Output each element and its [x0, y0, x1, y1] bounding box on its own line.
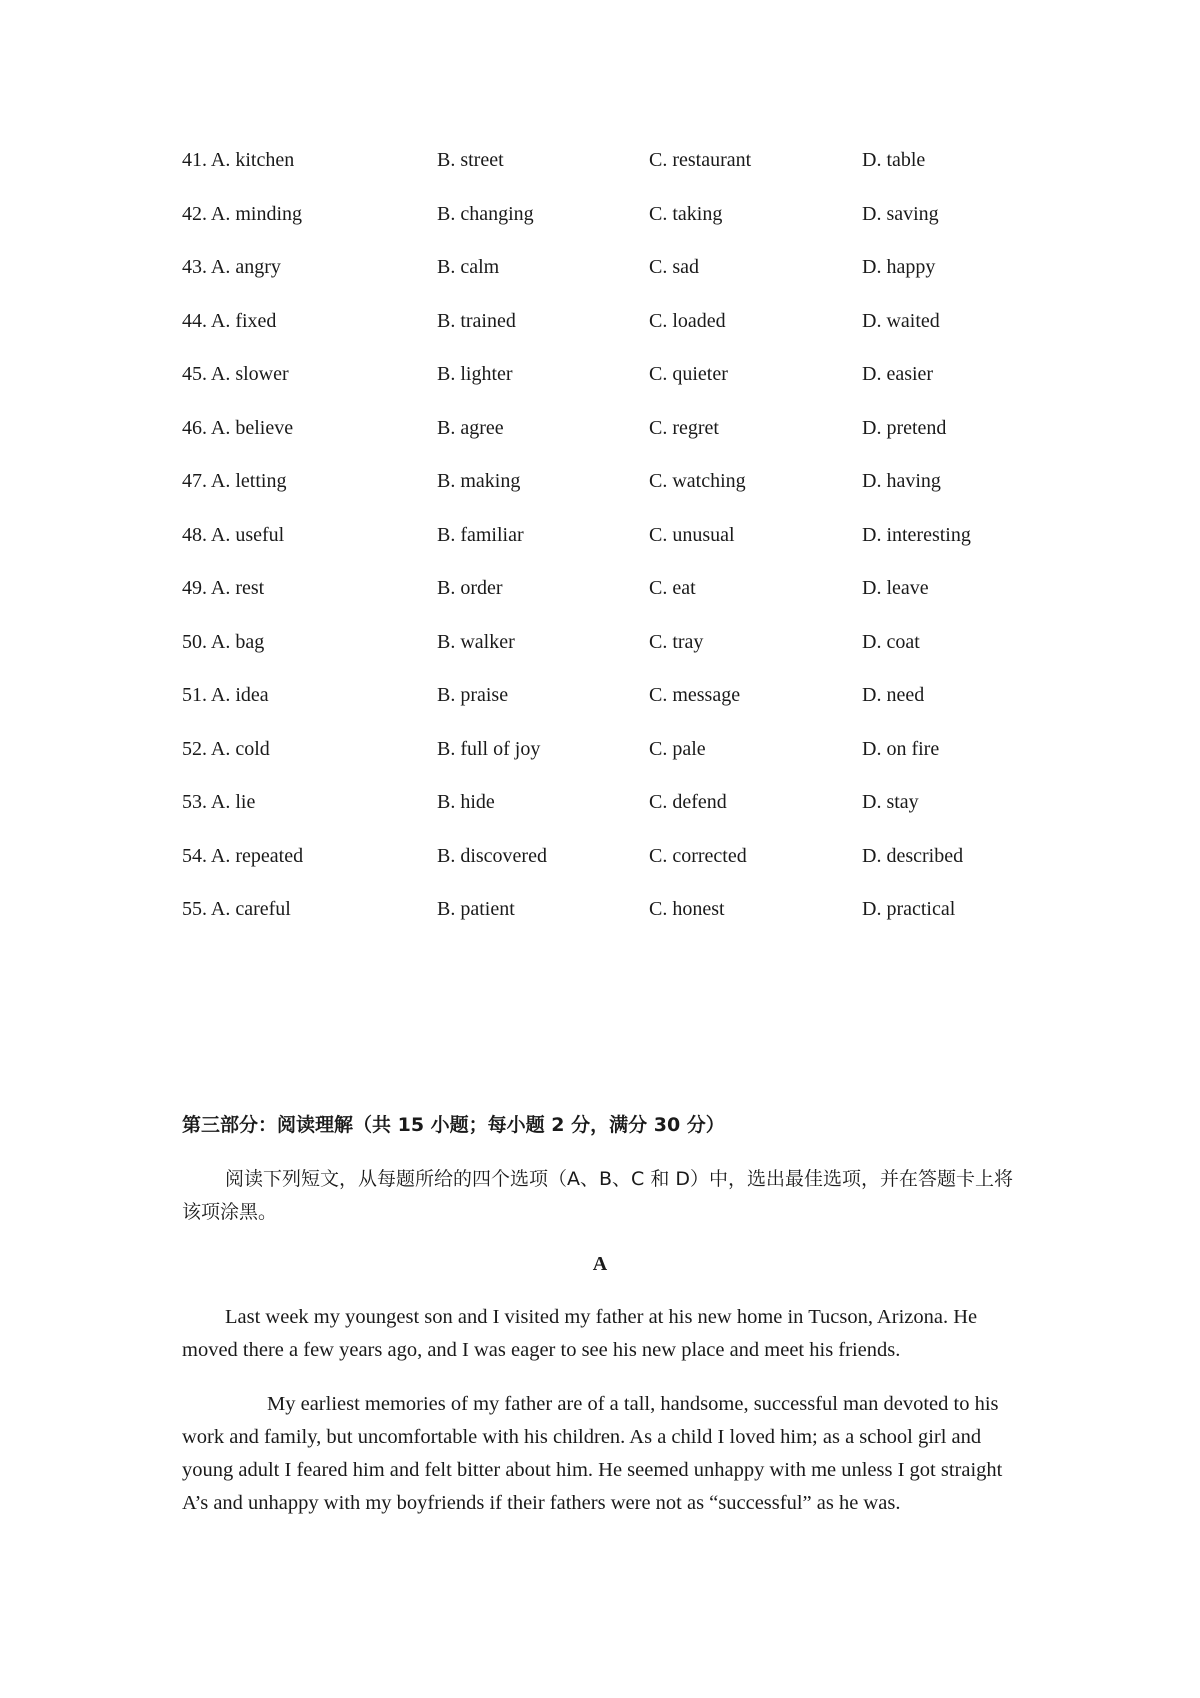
- option-b: B. discovered: [437, 844, 547, 867]
- option-d: D. pretend: [862, 416, 947, 439]
- option-c: C. eat: [649, 577, 696, 599]
- option-row-41: [182, 146, 1062, 200]
- option-c: C. message: [649, 684, 741, 706]
- passage-title: A: [592, 1253, 608, 1275]
- passage-paragraph: Last week my youngest son and I visited my father at his new home in Tucson, Arizona. He moved there a few years ago, and I was eager to see his new place and meet his friends.: [182, 1306, 978, 1361]
- option-d: D. easier: [862, 363, 934, 385]
- option-c: C. defend: [649, 791, 727, 813]
- option-b: B. patient: [437, 898, 515, 920]
- option-row-46: [182, 414, 1062, 468]
- option-d: D. table: [862, 149, 926, 171]
- option-row-45: [182, 360, 1062, 414]
- option-c: C. sad: [649, 256, 699, 278]
- option-c: C. restaurant: [649, 149, 752, 171]
- option-d: D. leave: [862, 577, 929, 599]
- option-row-52: [182, 735, 1062, 789]
- option-row-48: [182, 521, 1062, 575]
- option-row-51: [182, 681, 1062, 735]
- option-c: C. quieter: [649, 363, 728, 385]
- option-d: D. coat: [862, 630, 920, 653]
- option-a: 47. A. letting: [182, 470, 287, 492]
- option-b: B. trained: [437, 309, 516, 332]
- option-c: C. loaded: [649, 309, 726, 332]
- option-b: B. full of joy: [437, 737, 541, 760]
- option-a: 42. A. minding: [182, 202, 303, 225]
- option-row-54: [182, 842, 1062, 896]
- option-a: 51. A. idea: [182, 684, 269, 706]
- section-instructions: 阅读下列短文，从每题所给的四个选项（A、B、C 和 D）中，选出最佳选项，并在答题卡上将该项涂黑。: [182, 1168, 1014, 1223]
- option-c: C. tray: [649, 630, 704, 653]
- option-row-49: [182, 574, 1062, 628]
- option-c: C. unusual: [649, 523, 735, 546]
- option-d: D. interesting: [862, 523, 971, 546]
- option-a: 50. A. bag: [182, 630, 265, 653]
- option-a: 54. A. repeated: [182, 844, 304, 867]
- option-row-47: [182, 467, 1062, 521]
- option-d: D. stay: [862, 791, 919, 813]
- option-a: 48. A. useful: [182, 523, 285, 546]
- option-b: B. agree: [437, 416, 504, 439]
- option-b: B. calm: [437, 256, 500, 278]
- option-row-42: [182, 200, 1062, 254]
- option-d: D. having: [862, 470, 941, 492]
- option-c: C. regret: [649, 416, 719, 439]
- option-c: C. pale: [649, 737, 706, 760]
- option-b: B. walker: [437, 630, 515, 653]
- option-b: B. street: [437, 149, 504, 171]
- option-a: 43. A. angry: [182, 256, 281, 278]
- option-d: D. practical: [862, 898, 956, 920]
- option-d: D. on fire: [862, 737, 940, 760]
- option-row-55: [182, 895, 1062, 949]
- option-d: D. saving: [862, 202, 939, 225]
- option-a: 44. A. fixed: [182, 309, 277, 332]
- option-c: C. taking: [649, 202, 723, 225]
- option-c: C. watching: [649, 470, 746, 492]
- option-a: 52. A. cold: [182, 737, 270, 760]
- option-c: C. honest: [649, 898, 725, 920]
- option-b: B. hide: [437, 791, 495, 813]
- option-d: D. happy: [862, 256, 936, 278]
- option-b: B. making: [437, 470, 521, 492]
- option-b: B. familiar: [437, 523, 524, 546]
- option-b: B. lighter: [437, 363, 513, 385]
- option-row-53: [182, 788, 1062, 842]
- section-heading: 第三部分：阅读理解（共 15 小题；每小题 2 分，满分 30 分）: [182, 1114, 725, 1136]
- option-a: 53. A. lie: [182, 791, 256, 813]
- option-d: D. described: [862, 844, 964, 867]
- option-a: 41. A. kitchen: [182, 149, 295, 171]
- option-a: 55. A. careful: [182, 898, 291, 920]
- option-c: C. corrected: [649, 844, 747, 867]
- option-a: 49. A. rest: [182, 577, 265, 599]
- option-row-50: [182, 628, 1062, 682]
- option-d: D. need: [862, 684, 925, 706]
- option-d: D. waited: [862, 309, 940, 332]
- option-a: 45. A. slower: [182, 363, 289, 385]
- option-b: B. praise: [437, 684, 509, 706]
- answer-options-list: [182, 146, 1062, 949]
- option-row-43: [182, 253, 1062, 307]
- passage-paragraph: My earliest memories of my father are of a tall, handsome, successful man devoted to his work and family, but uncomfortable with his children. As a child I loved him; as a school girl and young adult I feared him and felt bitter about him. He seemed unhappy with me unless I got straight A’s and unhappy with my boyfriends if their fathers were not as “successful” as he was.: [182, 1393, 1003, 1514]
- option-row-44: [182, 307, 1062, 361]
- option-a: 46. A. believe: [182, 416, 294, 439]
- option-b: B. order: [437, 577, 503, 599]
- option-b: B. changing: [437, 202, 534, 225]
